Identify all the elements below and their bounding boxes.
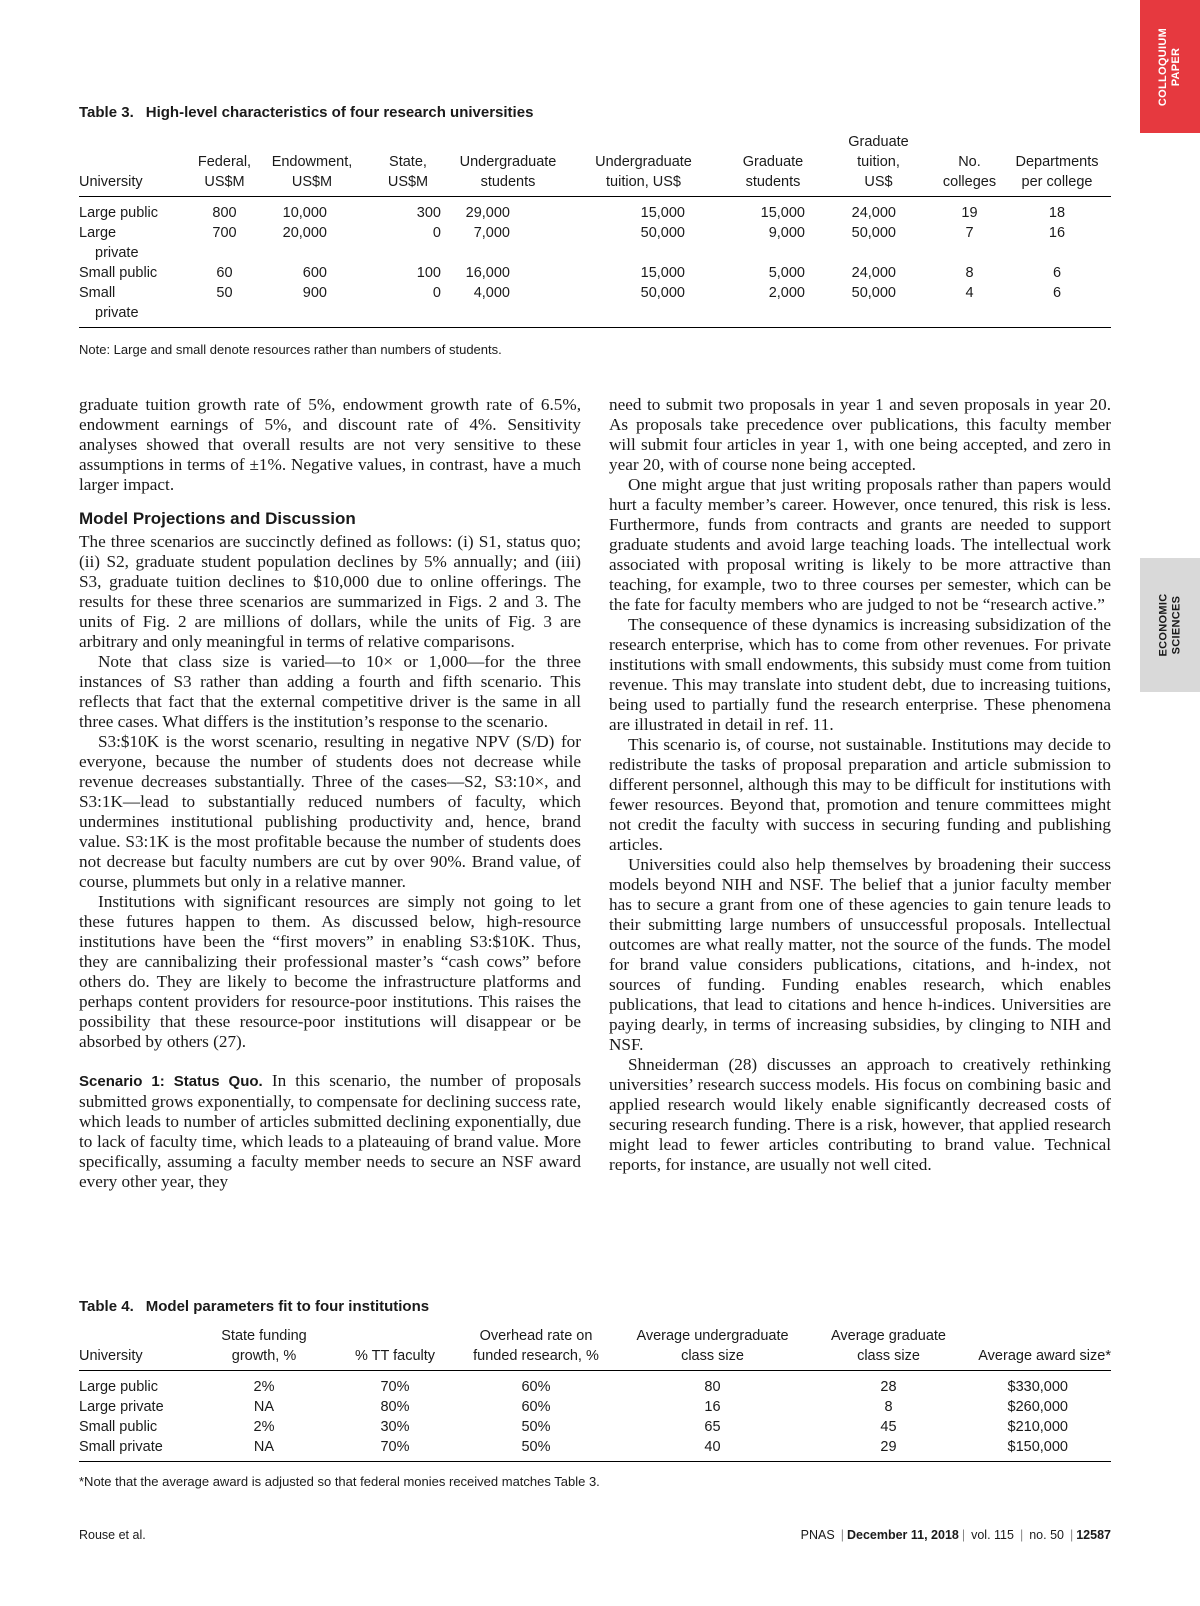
- left-paragraph-4: Institutions with significant resources are simply not going to let these futures happen to them. As discussed below, high-resource institutions have been the “first movers” in enabling S3:$10K. Thus, they are cannibalizing their professional master’s “cash cows” before others do. They are likely to become the infrastructure platforms and perhaps content providers for resource-poor institutions. This raises the possibility that these resource-poor institutions will disappear or be absorbed by others (27).: [79, 892, 581, 1051]
- table3-cell: 100: [416, 265, 441, 281]
- table4-cell: 50%: [521, 1419, 551, 1435]
- table4-cell: 45: [880, 1419, 897, 1435]
- table3-column-header: [187, 132, 262, 197]
- table3-cell: 15,000: [640, 205, 685, 221]
- table4-column-header: [329, 1326, 461, 1371]
- table3: [79, 132, 1111, 328]
- cell-line: Average award size*: [978, 1348, 1111, 1364]
- cell-line: US$M: [204, 174, 245, 190]
- scenario-1-text: In this scenario, the number of proposals submitted grows exponentially, to compensate for declining success rate, which leads to number of articles submitted declining exponentially, due to lack of faculty time, which leads to a plateauing of brand value. More specifically, assuming a faculty member needs to secure an NSF award every other year, they: [79, 1071, 582, 1191]
- table4-cell: $330,000: [1007, 1379, 1068, 1395]
- table3-cell: 50,000: [851, 225, 896, 241]
- table4-cell: 65: [704, 1419, 721, 1435]
- table3-cell: 50: [216, 285, 233, 301]
- cell-line: Overhead rate on: [479, 1328, 593, 1344]
- table3-cell: 7: [965, 225, 974, 241]
- table3-column-header: [562, 132, 725, 197]
- table3-cell: 700: [212, 225, 237, 241]
- table3-cell: 15,000: [640, 265, 685, 281]
- table3-cell: 8: [965, 265, 974, 281]
- table4-university-cell: Small public: [79, 1419, 158, 1435]
- table3-university-cell: [79, 197, 187, 224]
- economic-sciences-tab: [1140, 558, 1200, 692]
- table3-cell: 300: [416, 205, 441, 221]
- cell-line: tuition,: [857, 154, 900, 170]
- cell-line: Endowment,: [271, 154, 353, 170]
- table3-cell: 50,000: [640, 285, 685, 301]
- right-paragraph-2: The consequence of these dynamics is increasing subsidization of the research enterprise, which has to come from other revenues. For private institutions with small endowments, this subsidy must come from tuition revenue. This may translate into student debt, due to increasing tuitions, being used to partially fund the research enterprise. These phenomena are illustrated in detail in ref. 11.: [609, 615, 1111, 734]
- table3-cell: 50,000: [640, 225, 685, 241]
- table4-cell: 16: [704, 1399, 721, 1415]
- table3-column-header: [262, 132, 362, 197]
- table3-cell: 5,000: [768, 265, 805, 281]
- table3-caption: [79, 104, 533, 121]
- scenario-1-heading: Scenario 1: Status Quo.: [79, 1073, 263, 1090]
- table3-university-cell: [79, 283, 187, 328]
- cell-line: Large: [79, 225, 117, 241]
- cell-line: Small public: [79, 265, 158, 281]
- table4-row: [79, 1397, 1111, 1417]
- cell-line: Undergraduate: [595, 154, 692, 170]
- table3-cell: 7,000: [473, 225, 510, 241]
- left-intro-paragraph: graduate tuition growth rate of 5%, endowment growth rate of 6.5%, endowment earnings of 5%, and discount rate of 4%. Sensitivity analyses showed that overall results are not very sensitive to these assumptions in terms of ±1%. Negative values, in contrast, have a much larger impact.: [79, 395, 581, 494]
- table3-cell: 4: [965, 285, 974, 301]
- table4-column-header: [461, 1326, 611, 1371]
- table4-cell: 70%: [380, 1379, 410, 1395]
- table3-column-header: [1003, 132, 1111, 197]
- table4-column-header: [611, 1326, 814, 1371]
- table3-column-header: [725, 132, 821, 197]
- table4-cell: $210,000: [1007, 1419, 1068, 1435]
- right-paragraph-1: One might argue that just writing proposals rather than papers would hurt a faculty member’s career. However, once tenured, this risk is less. Furthermore, funds from contracts and grants are needed to support graduate students and avoid large teaching loads. The intellectual work associated with proposal writing is likely to be more attractive than teaching, for example, two to three courses per semester, which can be the fate for faculty members who are judged to not be “research active.”: [609, 475, 1111, 614]
- table4-cell: 40: [704, 1439, 721, 1455]
- cell-line: private: [95, 305, 139, 321]
- table3-column-header: [79, 132, 187, 197]
- cell-line: US$M: [291, 174, 333, 190]
- table4-row: [79, 1417, 1111, 1437]
- table3-university-cell: [79, 223, 187, 263]
- table3-cell: 29,000: [465, 205, 510, 221]
- cell-line: Graduate: [848, 134, 909, 150]
- footer-issue: no. 50: [1029, 1528, 1064, 1542]
- table3-cell: 800: [212, 205, 237, 221]
- right-paragraph-5: Shneiderman (28) discusses an approach to creatively rethinking universities’ research success models. His focus on combining basic and applied research would likely enable significantly decreased costs of securing research funding. There is a risk, however, that applied research might lead to fewer articles contributing to brand value. Technical reports, for instance, are usually not well cited.: [609, 1055, 1111, 1174]
- table3-column-header: [362, 132, 454, 197]
- table3-cell: 18: [1048, 205, 1066, 221]
- cell-line: funded research, %: [473, 1348, 599, 1364]
- cell-line: % TT faculty: [354, 1348, 436, 1364]
- table3-cell: 0: [432, 225, 441, 241]
- table3-cell: 0: [432, 285, 441, 301]
- table4-column-header: [199, 1326, 329, 1371]
- table4-cell: 80: [704, 1379, 721, 1395]
- table3-row: [79, 263, 1111, 283]
- left-column: [79, 395, 581, 1192]
- table4-university-cell: Large private: [79, 1399, 164, 1415]
- table3-cell: 15,000: [760, 205, 805, 221]
- table4-column-header: [814, 1326, 963, 1371]
- cell-line: University: [79, 174, 143, 190]
- footer-authors: Rouse et al.: [79, 1528, 146, 1542]
- table3-cell: 16: [1048, 225, 1066, 241]
- table3-cell: 19: [961, 205, 978, 221]
- table4-cell: 8: [884, 1399, 893, 1415]
- scenario-1-paragraph: [79, 1071, 581, 1192]
- right-column: [609, 395, 1111, 1175]
- cell-line: US$: [864, 174, 893, 190]
- table4-header-row: [79, 1326, 1111, 1371]
- cell-line: colleges: [942, 174, 997, 190]
- economic-sciences-label: ECONOMIC SCIENCES: [1157, 593, 1182, 657]
- table3-row: [79, 223, 1111, 263]
- table4: [79, 1326, 1111, 1462]
- footer-page: 12587: [1076, 1528, 1111, 1542]
- table3-cell: 6: [1052, 265, 1062, 281]
- table3-cell: 16,000: [465, 265, 510, 281]
- table3-cell: 20,000: [282, 225, 327, 241]
- cell-line: No.: [958, 154, 981, 170]
- table3-cell: 24,000: [851, 265, 896, 281]
- footer-date: December 11, 2018: [846, 1528, 959, 1542]
- cell-line: class size: [681, 1348, 744, 1364]
- cell-line: per college: [1021, 174, 1093, 190]
- table4-cell: NA: [253, 1439, 275, 1455]
- table4-cell: 70%: [380, 1439, 410, 1455]
- footer-volume: vol. 115: [971, 1528, 1014, 1542]
- table4-cell: 50%: [521, 1439, 551, 1455]
- table3-cell: 4,000: [473, 285, 510, 301]
- table4-cell: $260,000: [1007, 1399, 1068, 1415]
- table3-cell: 9,000: [768, 225, 805, 241]
- table3-cell: 50,000: [851, 285, 896, 301]
- table4-row: [79, 1371, 1111, 1398]
- table3-cell: 10,000: [282, 205, 327, 221]
- left-paragraph-3: S3:$10K is the worst scenario, resulting in negative NPV (S/D) for everyone, because the number of students does not decrease while revenue decreases substantially. Three of the cases—S2, S3:10×, and S3:1K—lead to substantially reduced numbers of faculty, which undermines institutional publishing productivity and, hence, brand value. S3:1K is the most profitable because the number of students does not decrease but faculty numbers are cut by over 90%. Brand value, of course, plummets but only in a relative manner.: [79, 732, 581, 891]
- table3-row: [79, 283, 1111, 328]
- table4-column-header: [963, 1326, 1111, 1371]
- cell-line: Average graduate: [830, 1328, 947, 1344]
- table3-cell: 600: [302, 265, 327, 281]
- table3-university-cell: [79, 263, 187, 283]
- table4-cell: 80%: [380, 1399, 410, 1415]
- table3-title: High-level characteristics of four research universities: [145, 104, 534, 121]
- table4-cell: 2%: [253, 1379, 275, 1395]
- cell-line: Graduate: [742, 154, 804, 170]
- colloquium-paper-label: COLLOQUIUM PAPER: [1157, 27, 1183, 106]
- table4-label: Table 4.: [79, 1298, 134, 1315]
- table3-cell: 900: [302, 285, 327, 301]
- footer-citation: PNAS | December 11, 2018 | vol. 115 | no. 50 | 12587: [800, 1528, 1111, 1542]
- table4-university-cell: Large public: [79, 1379, 158, 1395]
- table3-column-header: [936, 132, 1003, 197]
- table4-cell: 29: [880, 1439, 897, 1455]
- table3-row: [79, 197, 1111, 224]
- table4-cell: 28: [880, 1379, 897, 1395]
- table4-cell: NA: [253, 1399, 275, 1415]
- cell-line: tuition, US$: [606, 174, 681, 190]
- cell-line: University: [79, 1348, 143, 1364]
- table3-note: Note: Large and small denote resources rather than numbers of students.: [79, 342, 502, 357]
- table3-cell: 2,000: [768, 285, 805, 301]
- cell-line: class size: [857, 1348, 920, 1364]
- cell-line: US$M: [387, 174, 429, 190]
- table3-cell: 24,000: [851, 205, 896, 221]
- cell-line: growth, %: [231, 1348, 297, 1364]
- right-paragraph-3: This scenario is, of course, not sustainable. Institutions may decide to redistribute the tasks of proposal preparation and article submission to different personnel, although this may to be difficult for institutions with fewer resources. Beyond that, promotion and tenure committees might not credit the faculty with success in securing funding and publishing articles.: [609, 735, 1111, 854]
- table4-cell: 60%: [521, 1399, 551, 1415]
- table4-caption: [79, 1298, 429, 1315]
- table4-cell: $150,000: [1007, 1439, 1068, 1455]
- table3-label: Table 3.: [79, 104, 134, 121]
- right-continuation-paragraph: need to submit two proposals in year 1 and seven proposals in year 20. As proposals take precedence over publications, this faculty member will submit four articles in year 1, with one being accepted, and zero in year 20, with of course none being accepted.: [609, 395, 1111, 474]
- table4-cell: 2%: [253, 1419, 275, 1435]
- table3-column-header: [821, 132, 936, 197]
- footer-journal: PNAS: [800, 1528, 835, 1542]
- table3-cell: 60: [216, 265, 233, 281]
- table3-header-row: [79, 132, 1111, 197]
- cell-line: Federal,: [197, 154, 252, 170]
- table3-cell: 6: [1052, 285, 1062, 301]
- table4-row: [79, 1437, 1111, 1462]
- cell-line: students: [480, 174, 536, 190]
- cell-line: private: [95, 245, 139, 261]
- cell-line: Undergraduate: [459, 154, 557, 170]
- cell-line: Small: [79, 285, 116, 301]
- right-paragraph-4: Universities could also help themselves by broadening their success models beyond NIH and NSF. The belief that a junior faculty member has to secure a grant from one of these agencies to gain tenure leads to their submitting large numbers of unsuccessful proposals. Intellectual outcomes are what really matter, not the source of the funds. The model for brand value considers publications, citations, and h-index, not sources of funding. Funding enables research, which enables publications, that lead to citations and hence h-indices. Universities are paying dearly, in terms of increasing subsidies, by clinging to NIH and NSF.: [609, 855, 1111, 1054]
- left-paragraph-1: The three scenarios are succinctly defined as follows: (i) S1, status quo; (ii) S2, graduate student population declines by 5% annually; and (iii) S3, graduate tuition declines to $10,000 due to online offerings. The results for these three scenarios are summarized in Figs. 2 and 3. The units of Fig. 2 are millions of dollars, while the units of Fig. 3 are arbitrary and only meaningful in terms of relative comparisons.: [79, 532, 581, 651]
- cell-line: Average undergraduate: [636, 1328, 789, 1344]
- cell-line: State,: [389, 154, 427, 170]
- cell-line: Large public: [79, 205, 158, 221]
- table4-university-cell: Small private: [79, 1439, 163, 1455]
- left-paragraph-2: Note that class size is varied—to 10× or 1,000—for the three instances of S3 rather than adding a fourth and fifth scenario. This reflects that fact that the external competitive driver is the same in all three cases. What differs is the institution’s response to the scenario.: [79, 652, 581, 731]
- table4-cell: 30%: [380, 1419, 410, 1435]
- page-footer: [79, 1528, 1111, 1542]
- colloquium-paper-tab: [1140, 0, 1200, 133]
- table4-note: *Note that the average award is adjusted so that federal monies received matches Table 3.: [79, 1474, 600, 1489]
- cell-line: State funding: [221, 1328, 307, 1344]
- table4-title: Model parameters fit to four institutions: [145, 1298, 430, 1315]
- cell-line: Departments: [1015, 154, 1099, 170]
- section-heading: Model Projections and Discussion: [79, 509, 356, 528]
- table4-cell: 60%: [521, 1379, 551, 1395]
- cell-line: students: [745, 174, 801, 190]
- table3-column-header: [454, 132, 562, 197]
- table4-column-header: [79, 1326, 199, 1371]
